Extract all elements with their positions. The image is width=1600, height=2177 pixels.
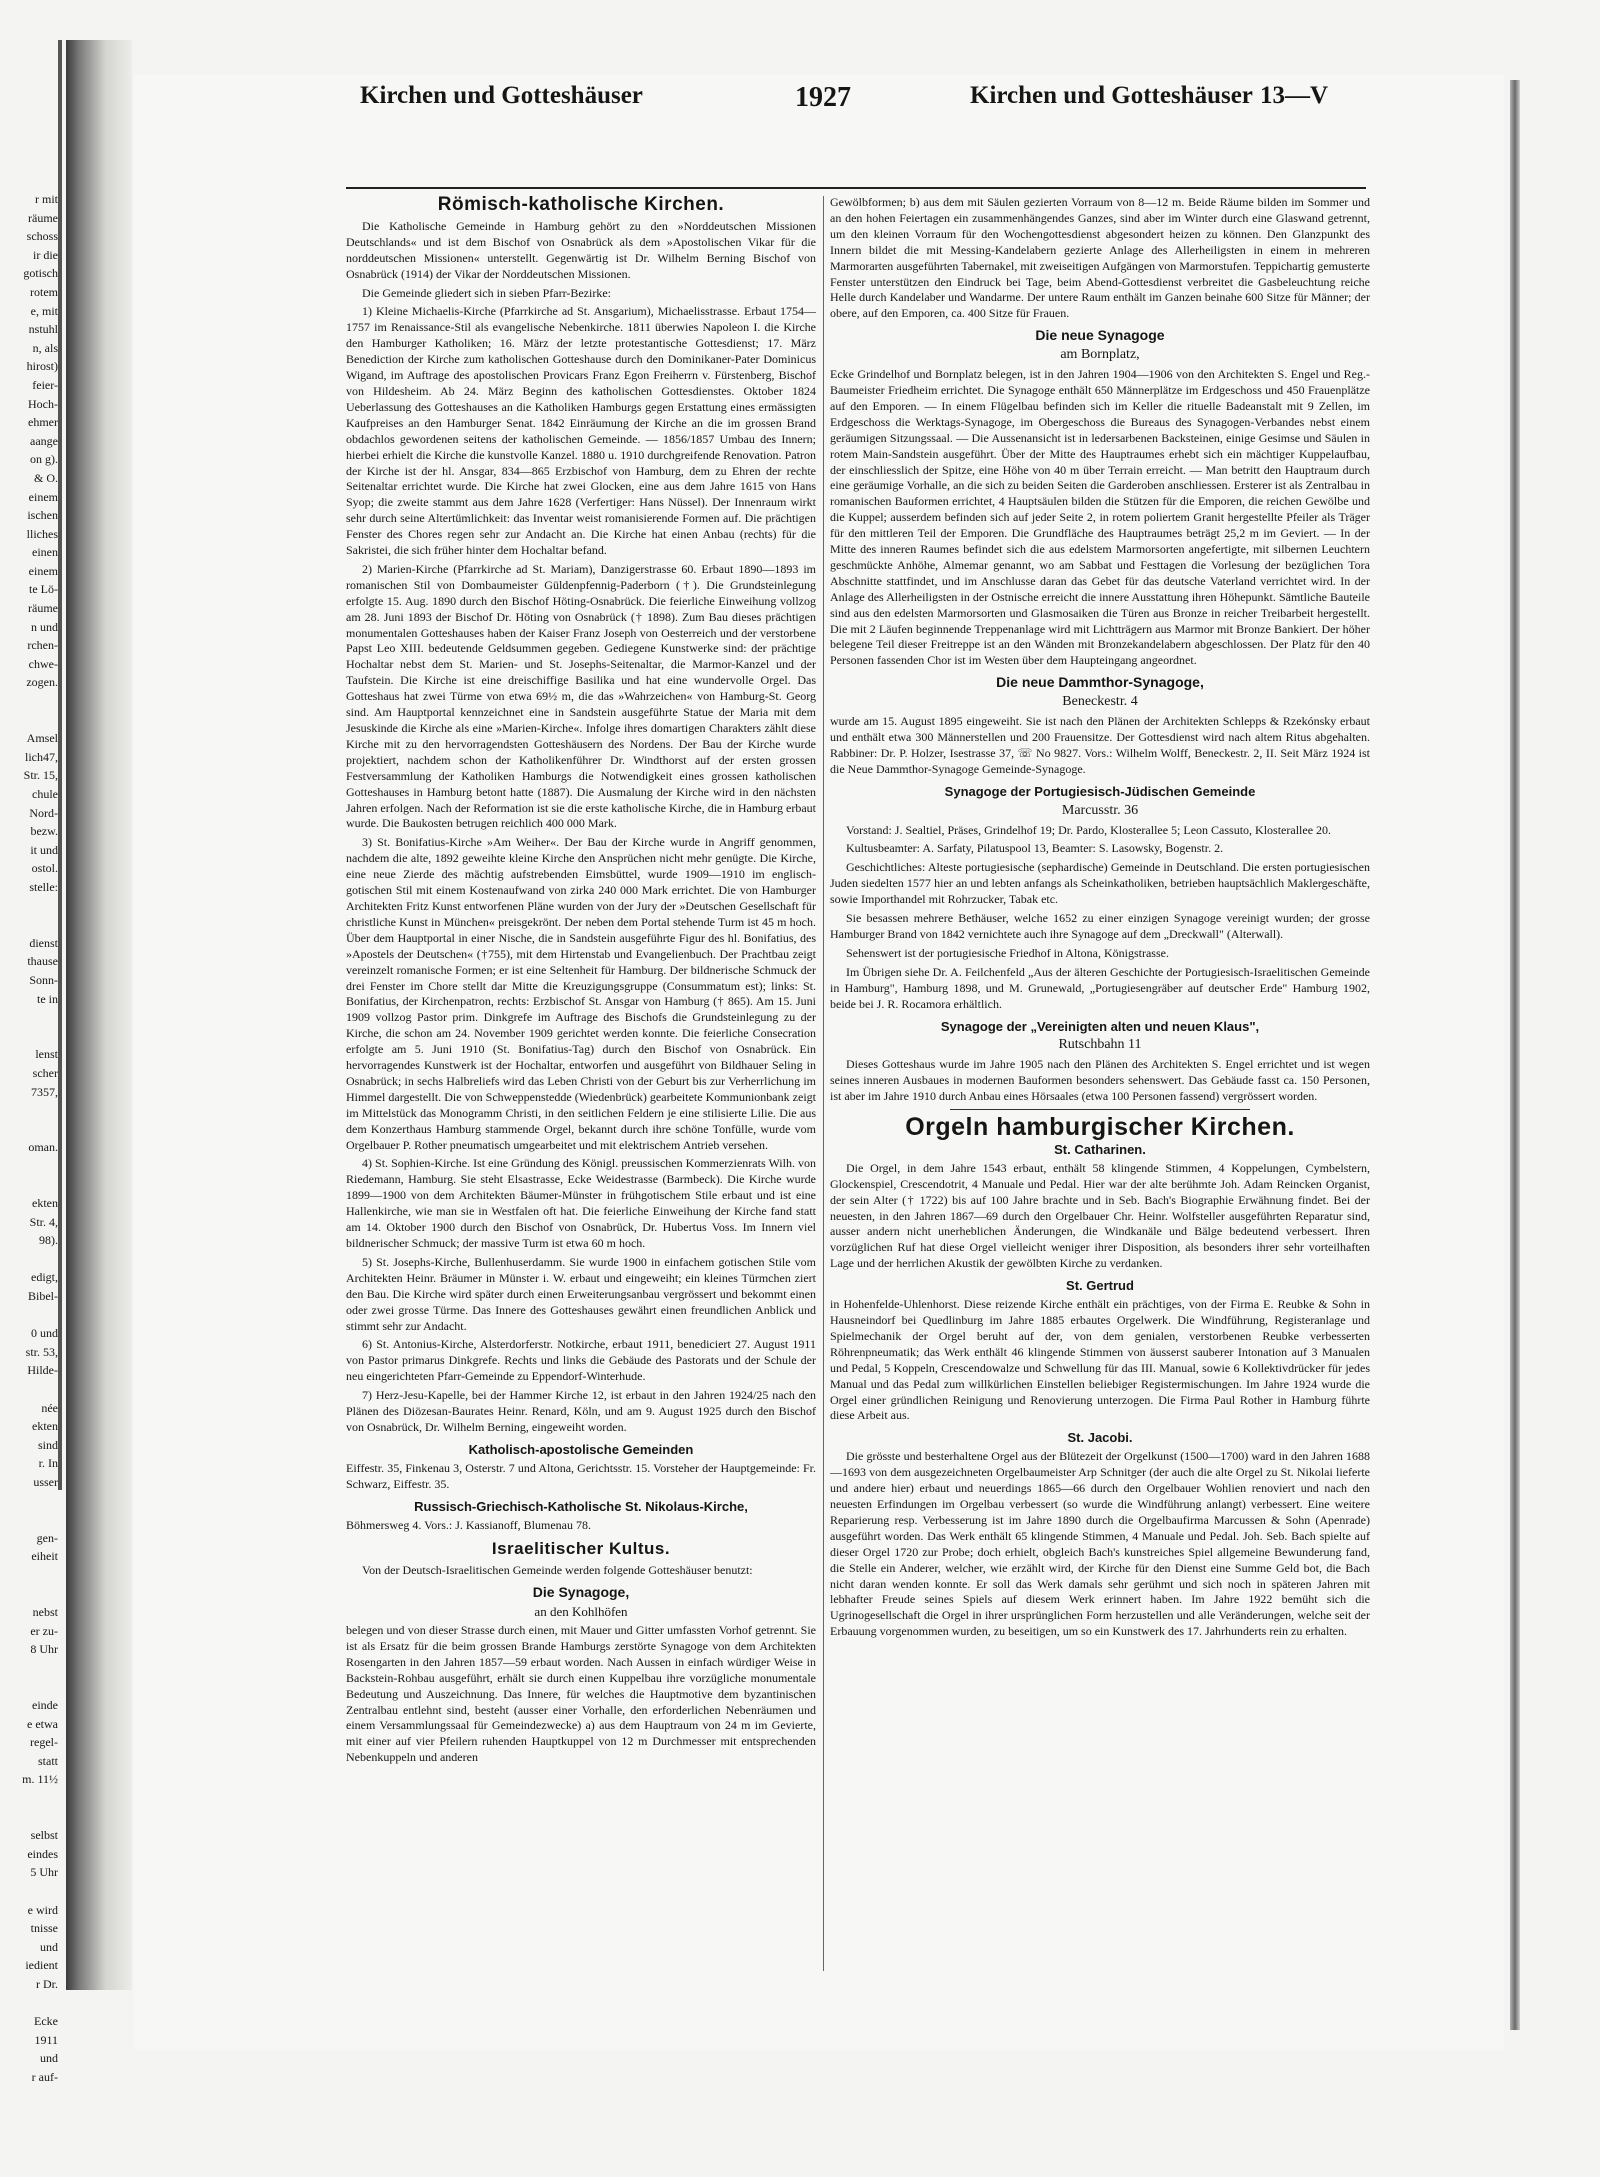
left-edge-fragment: e etwa [27, 1716, 58, 1731]
heading-apostolic: Katholisch-apostolische Gemeinden [468, 1441, 694, 1457]
left-edge-fragment: & O. [34, 470, 58, 485]
paragraph: Eiffestr. 35, Finkenau 3, Osterstr. 7 und Altona, Gerichtsstr. 15. Vorsteher der Hauptgemeinde: Fr. Schwarz, Eiffestr. 35. [346, 1460, 816, 1491]
paragraph: Von der Deutsch-Israelitischen Gemeinde werden folgende Gotteshäuser benutzt: [362, 1563, 753, 1578]
left-edge-fragment: Str. 15, [23, 768, 58, 783]
left-edge-fragment: ekten [32, 1419, 58, 1434]
left-edge-fragment: sind [37, 1437, 58, 1452]
paragraph: in Hohenfelde-Uhlenhorst. Diese reizende Kirche enthält ein prächtiges, von der Firma E. Reubke & Sohn in Hausneindorf bei Quedlinburg im Jahre 1885 erbautes Orgelwerk. Die Windführung, Registeranlage und Spielmechanik der Orgel beruht auf der, von dem genialen, verstorbenen Reubke verbesserten Röhrenpneumatik; das Werk enthält 46 klingende Stimmen von äusserst sauberer Intonation auf 3 Manualen und Pedal, 5 Koppeln, Crescendowalze und Schwellung für das III. Manual, sowie 6 Kollektivdrücker für jedes Manual und das Pedal zum willkürlichen Einstellen beliebiger Registermischungen. Im Jahre 1924 wurde die Orgel einer gründlichen Reinigung und Renovierung unterzogen. Die Firma Paul Rother in Hamburg führte diese Arbeit aus. [830, 1297, 1370, 1423]
running-header [340, 82, 1370, 114]
header-year: 1927 [795, 82, 851, 113]
left-edge-fragment [0, 1027, 58, 1046]
left-edge-fragment [0, 1120, 58, 1139]
left-edge-fragment: hirost) [26, 359, 58, 374]
left-edge-fragment [0, 1789, 58, 1808]
left-edge-fragment: r auf- [31, 2069, 58, 2084]
left-edge-fragment [0, 1492, 58, 1511]
left-edge-fragment: er zu- [30, 1623, 58, 1638]
left-edge-fragment [0, 1175, 58, 1194]
paragraph: Die Katholische Gemeinde in Hamburg gehört zu den »Norddeutschen Missionen Deutschlands« und ist dem Bischof von Osnabrück als dem »Apostolischen Vikar für die norddeutschen Missionen« unterstellt. Gegenwärtig ist Dr. Wilhelm Berning Bischof von Osnabrück (1914) der Vikar der Norddeutschen Missionen. [346, 218, 816, 281]
left-edge-fragment [0, 915, 58, 934]
left-edge-fragment: scher [32, 1065, 58, 1080]
left-edge-fragment [0, 692, 58, 711]
left-edge-fragment: eiheit [31, 1549, 58, 1564]
left-edge-fragment: e, mit [30, 303, 58, 318]
left-edge-fragment: ostol. [31, 861, 58, 876]
left-edge-fragment [0, 711, 58, 730]
left-edge-fragment [0, 1585, 58, 1604]
paragraph: Kultusbeamter: A. Sarfaty, Pilatuspool 13, Beamter: S. Lasowsky, Bogenstr. 2. [846, 841, 1224, 856]
subheading-rutschbahn: Rutschbahn 11 [1058, 1037, 1142, 1053]
left-edge-fragment: dienst [29, 935, 58, 950]
paragraph-antonius: 6) St. Antonius-Kirche, Alsterdorferstr. Notkirche, erbaut 1911, benediciert 27. August 1911 von Pastor primarus Dinkgrefe. Rechts und links die Gebäude des Pastorats und der Schule der neu eingerichteten Pfarr-Gemeinde zu Eppendorf-Winterhude. [346, 1337, 816, 1384]
left-edge-fragment: nstuhl [28, 322, 58, 337]
paragraph-herz-jesu: 7) Herz-Jesu-Kapelle, bei der Hammer Kirche 12, ist erbaut in den Jahren 1924/25 nach den Plänen des Diözesan-Baurates Heinr. Renard, Köln, und am 9. August 1925 durch den Bischof von Osnabrück, Dr. Wilhelm Berning, eingeweiht worden. [346, 1388, 816, 1434]
left-edge-fragment: gotisch [23, 266, 58, 281]
left-edge-fragment: schoss [26, 229, 58, 244]
left-edge-fragment: Sonn- [29, 972, 58, 987]
left-edge-fragment [0, 897, 58, 916]
left-edge-fragment: usser [33, 1474, 58, 1489]
paragraph: wurde am 15. August 1895 eingeweiht. Sie ist nach den Plänen der Architekten Schlepps & Rzekónsky erbaut und enthält etwa 300 Männerstellen und 200 Frauensitze. Der Gottesdienst wird nach altem Ritus abgehalten. Rabbiner: Dr. P. Holzer, Isestrasse 37, ☏ No 9827. Vors.: Wilhelm Wolff, Beneckestr. 2, II. Seit März 1924 ist die Neue Dammthor-Synagoge Gemeinde-Synagoge. [830, 714, 1370, 776]
paragraph-josephs: 5) St. Josephs-Kirche, Bullenhuserdamm. Sie wurde 1900 in einfachem gotischen Stile vom Architekten Heinr. Bräumer in Münster i. W. erbaut und eingeweiht; ein kleines Türmchen ziert den Bau. Die Kirche wird später durch einen Erweiterungsanbau vergrössert und bekommt einen oder zwei grosse Türme. Das Innere des Gotteshauses gewährt einen freundlichen Anblick und stimmt sehr zur Andacht. [346, 1254, 816, 1333]
page-right-edge [1510, 80, 1520, 2030]
heading-catharinen: St. Catharinen. [1054, 1141, 1146, 1157]
left-edge-fragment: Hoch- [28, 396, 58, 411]
left-edge-fragment: tnisse [30, 1921, 58, 1936]
book-spine-shadow [58, 40, 62, 1490]
left-edge-fragment: chwe- [28, 656, 58, 671]
left-edge-fragment: Str. 4, [29, 1214, 58, 1229]
left-edge-fragment: r Dr. [36, 1977, 58, 1991]
left-edge-fragment: zogen. [26, 675, 58, 690]
left-edge-fragment: einem [28, 489, 58, 504]
column-divider [823, 196, 824, 1971]
left-edge-fragment: Ecke [34, 2014, 58, 2029]
left-edge-fragment: n und [31, 619, 58, 634]
left-edge-fragment: née [41, 1400, 58, 1415]
paragraph: Böhmersweg 4. Vors.: J. Kassianoff, Blumenau 78. [346, 1517, 591, 1532]
page-number: 13—V [1260, 82, 1329, 109]
header-right-title: Kirchen und Gotteshäuser [970, 82, 1253, 109]
left-edge-fragment: lich47, [25, 749, 58, 764]
left-edge-fragment: 98). [39, 1233, 58, 1248]
left-edge-fragment: 8 Uhr [30, 1642, 58, 1657]
left-edge-fragment: lliches [26, 526, 58, 541]
header-rule [346, 187, 1366, 189]
left-edge-fragment: statt [38, 1753, 58, 1768]
paragraph-kleine-michaelis: 1) Kleine Michaelis-Kirche (Pfarrkirche ad St. Ansgarium), Michaelisstrasse. Erbaut 1754—1757 im Renaissance-Stil als evangelische Nebenkirche. 1811 überwies Napoleon I. die Kirche den Hamburger Katholiken; 16. März der letzte protestantische Gottesdienst; 17. März Benediction der Kirche zum katholischen Gotteshause durch den Dominikaner-Pater Dominicus Wigand, im Auftrage des apostolischen Provicars Franz Egon Freiherrn v. Fürstenberg, Bischof von Hildesheim. Ab 24. März Beginn des katholischen Gottesdienstes. Oktober 1824 Ueberlassung des Gotteshauses an die Katholiken Hamburgs gegen Erstattung eines ermässigten Kaufpreises an den Hamburger Senat. 1842 Einräumung der Kirche an die im grossen Brand obdachlos gewordenen seitens der katholischen Gemeinde. — 1856/1857 Umbau des Innern; hierbei erhielt die Kirche die kunstvolle Kanzel. 1880 u. 1910 durchgreifende Renovation. Patron der Kirche ist der hl. Ansgar, 834—865 Erzbischof von Hamburg, dem zu Ehren der rechte Seitenaltar errichtet wurde. Die Kirche hat zwei Glocken, eine aus dem Jahre 1615 von Hans Syop; die zweite stammt aus dem Jahre 1628 (Verfertiger: Hans Nüssel). Der Innenraum wirkt sehr durch seine Altertümlichkeit: das Inventar weist romanisierende Formen auf. Die prächtigen Fenster des Chores regen sehr zur Andacht an. Die Kirche hat einen Anbau (rechts) für die Sakristei, die sich früher hinter dem Hochaltar befand. [346, 304, 816, 558]
heading-gertrud: St. Gertrud [1066, 1278, 1134, 1294]
left-edge-fragment: und [40, 2051, 58, 2066]
left-edge-fragment: selbst [30, 1828, 58, 1843]
left-edge-fragment [0, 1101, 58, 1120]
left-edge-fragment: stelle: [29, 879, 58, 894]
left-edge-fragment: rchen- [27, 638, 58, 653]
left-edge-fragment: ekten [32, 1196, 58, 1211]
left-edge-fragment [0, 1808, 58, 1827]
left-edge-fragment: einen [32, 545, 58, 560]
left-edge-fragment: oman. [28, 1140, 58, 1155]
left-column [346, 195, 816, 1769]
section-heading-israelitic: Israelitischer Kultus. [491, 1539, 671, 1559]
left-edge-fragment: feier- [32, 377, 58, 392]
left-edge-fragment: räume [28, 210, 58, 225]
left-edge-fragment [0, 1659, 58, 1678]
left-edge-fragment: eindes [27, 1846, 58, 1861]
left-edge-fragment: einde [32, 1698, 58, 1713]
paragraph: Geschichtliches: Alteste portugiesische (sephardische) Gemeinde in Deutschland. Die ersten portugiesischen Juden siedelten 1577 hier an und lebten anfangs als Scheinkatholiken, betrieben hauptsächlich Maklergeschäfte, sowie Importhandel mit Rohrzucker, Tabak etc. [830, 860, 1370, 907]
left-edge-fragment: m. 11½ [22, 1772, 58, 1787]
left-edge-fragment: bezw. [30, 824, 58, 839]
left-edge-fragment [0, 1250, 58, 1269]
left-edge-fragment [0, 1510, 58, 1529]
left-edge-fragment: thause [27, 954, 58, 969]
paragraph-sophien: 4) St. Sophien-Kirche. Ist eine Gründung des Königl. preussischen Kommerzienrats Wilh. von Riedemann, Hamburg. Sie steht Elsastrasse, Ecke Weidestrasse (Barmbeck). Die Kirche wurde 1899—1900 von dem Architekten Bäumer-Münster in frühgotischem Stile erbaut und ist eine Hallenkirche, wie man sie in Westfalen oft hat. Die feierliche Einweihung der Kirche fand statt am 14. Oktober 1900 durch den Bischof von Osnabrück, Dr. Hubertus Voss. Im Innern viel bildnerischer Schmuck; der massive Turm ist etwa 60 m hoch. [346, 1156, 816, 1250]
left-edge-fragment: edigt, [31, 1270, 58, 1285]
left-edge-fragment: rotem [30, 284, 58, 299]
book-gutter [66, 40, 132, 1990]
left-edge-fragment [0, 1157, 58, 1176]
left-edge-fragment: on g). [30, 452, 58, 467]
paragraph-marien-kirche: 2) Marien-Kirche (Pfarrkirche ad St. Mariam), Danzigerstrasse 60. Erbaut 1890—1893 im romanischen Stil von Dombaumeister Güldenpfennig-Paderborn (†). Die Grundsteinlegung erfolgte 15. Aug. 1890 durch den Bischof Höting-Osnabrück. Die feierliche Einweihung vollzog am 28. Juni 1893 der Bischof Dr. Höting von Osnabrück († 1898). Zum Bau dieses prächtigen monumentalen Gotteshauses haben der Kaiser Franz Joseph von Oesterreich und der verstorbene Papst Leo XIII. bedeutende Geldsummen gegeben. Gediegene Kunstwerke sind: der prächtige Hochaltar nebst dem St. Marien- und St. Josephs-Seitenaltar, die Marmor-Kanzel und der Taufstein. Die Kirche ist eine dreischiffige Basilika und hat eine wundervolle Orgel. Das Gotteshaus hat zwei Türme von etwa 69½ m, die das »Wahrzeichen« von Hamburg-St. Georg sind. Am Hauptportal kennzeichnet eine in Sandstein ausgeführte Statue der Maria mit dem Jesuskinde die Kirche als eine »Marien-Kirche«. Infolge ihres domartigen Charakters zählt diese Kirche mit zu den hervorragendsten Gotteshäusern des Nordens. Der Bau der Kirche wurde projektiert, nachdem schon der Katholikenführer Dr. Windthorst auf der ersten grossen Festversammlung der Katholiken Hamburgs die Notwendigkeit eines grossen katholischen Gotteshauses in Hamburg betont hatte (1887). Die Ausmalung der Kirche wird in den nächsten Jahren erfolgen. Nach der Reformation ist sie die erste katholische Kirche, die in Hamburg erbaut wurde. Die Baukosten betrugen reichlich 400 000 Mark. [346, 561, 816, 831]
left-edge-fragment: ischen [27, 508, 58, 523]
paragraph: Die Gemeinde gliedert sich in sieben Pfarr-Bezirke: [362, 285, 611, 300]
left-edge-fragment: Nord- [29, 805, 58, 820]
divider [950, 1109, 1250, 1110]
left-edge-fragment: aange [30, 433, 58, 448]
paragraph-bonifatius: 3) St. Bonifatius-Kirche »Am Weiher«. Der Bau der Kirche wurde in Angriff genommen, nachdem die alte, 1892 geweihte kleine Kirche den Ansprüchen nicht mehr genügte. Die Kirche, eine neue Zierde des mächtig aufstrebenden Eimsbüttel, wurde 1909—1910 im englisch-gotischen Stil mit einem Kostenaufwand von zirka 240 000 Mark errichtet. Die von Hamburger Architekten Fritz Kunst entworfenen Pläne wurden von der Jury der »Deutschen Gesellschaft für christliche Kunst in München« preisgekrönt. Der neben dem Portal stehende Turm ist 45 m hoch. Über dem Hauptportal in einer Nische, die in Sandstein ausgeführte Figur des hl. Bonifatius, des »Apostels der Deutschen« (†755), mit dem Hirtenstab und Evangelienbuch. Der Prachtbau zeigt vereinzelt romanische Formen; er ist eine Seltenheit für Hamburg. Der bildnerische Schmuck der drei Fenster im Chore stellt dar Mitte die Kreuzigungsgruppe (Consummatum est); links: St. Bonifatius, der Kirchenpatron, rechts: Erzbischof St. Ansgar von Hamburg († 865). Am 15. Juni 1909 vollzog Pastor prim. Dinkgrefe im Auftrage des Bischofs die Grundsteinlegung zu der Kirche, die schon am 24. November 1909 gerichtet werden konnte. Die feierliche Consecration erfolgte am 5. Juni 1910 (St. Bonifatius-Tag) durch den Bischof von Osnabrück. Ein hervorragendes Kunstwerk ist der Hochaltar, entworfen und ausgeführt von Bildhauer Seling in Osnabrück; in sechs Halbreliefs wird das Leben Christi von der Geburt bis zur Verherrlichung im Himmel dargestellt. Die von Schweppenstedde (Wiedenbrück) gearbeitete Kommunionbank zeigt im Mittelstück das Monogramm Christi, in den seitlichen Feldern je eine stilisierte Lilie. Die aus dem Konzerthaus Hamburg stammende Orgel, bekannt durch ihre schöne Tonfülle, wurde vom Orgelbauer P. Rother pneumatisch umgearbeitet und mit elektrischem Antrieb versehen. [346, 835, 816, 1152]
left-edge-fragment: und [40, 1939, 58, 1954]
subheading-marcusstr: Marcusstr. 36 [1061, 802, 1139, 818]
right-column [830, 195, 1370, 1643]
section-heading-roman-catholic: Römisch-katholische Kirchen. [437, 194, 725, 215]
left-edge-fragment [0, 1380, 58, 1399]
heading-portugiesisch: Synagoge der Portugiesisch-Jüdischen Gemeinde [944, 783, 1256, 799]
left-edge-fragment: Bibel- [28, 1289, 58, 1304]
left-edge-fragment: ir die [33, 247, 58, 262]
heading-jacobi: St. Jacobi. [1067, 1430, 1133, 1446]
left-edge-fragment: räume [28, 601, 58, 616]
left-edge-fragment: lenst [35, 1047, 58, 1062]
left-edge-fragment: 0 und [31, 1326, 58, 1341]
left-edge-fragment: regel- [30, 1735, 58, 1750]
left-edge-fragment: einem [28, 563, 58, 578]
header-left-title: Kirchen und Gotteshäuser [360, 82, 643, 109]
left-edge-fragment: gen- [36, 1530, 58, 1545]
left-edge-fragment: Hilde- [27, 1363, 58, 1378]
paragraph: Gewölbformen; b) aus dem mit Säulen gezierten Vorraum von 8—12 m. Beide Räume bilden im Sommer und an den hohen Feiertagen ein zusammenhängendes Ganzes, sind aber im Winter durch eine Glaswand getrennt, um den kleinen Vorraum für den Wochengottesdienst abgesondert heizen zu können. Den Glanzpunkt des Innern bildet die mit Messing-Kandelabern gezierte Anlage des Allerheiligsten in einem in mehreren Marmorarten ausgeführten Tabernakel, mit zweiseitigen Aufgängen von Marmorstufen. Teppichartig gemusterte Fenster unterstützen den Eindruck bei Tage, beim Abend-Gottesdienst verbreitet die Gasbeleuchtung reiche Helle durch Kandelaber und Wandarme. Der untere Raum enthält im Ganzen beinahe 600 Sitze für Männer; der obere, auf den Emporen, ca. 400 Sitze für Frauen. [830, 195, 1370, 321]
left-edge-fragment [0, 1566, 58, 1585]
heading-neue-synagoge: Die neue Synagoge [1035, 327, 1165, 344]
left-edge-fragment: ehmer [28, 415, 58, 430]
heading-russian-orthodox: Russisch-Griechisch-Katholische St. Nikolaus-Kirche, [414, 1498, 748, 1514]
left-edge-fragment [0, 1882, 58, 1901]
paragraph: Vorstand: J. Sealtiel, Präses, Grindelhof 19; Dr. Pardo, Klosterallee 5; Leon Cassuto, Klosterallee 20. [846, 822, 1332, 837]
section-heading-orgeln: Orgeln hamburgischer Kirchen. [905, 1113, 1295, 1142]
left-edge-fragment: nebst [32, 1605, 58, 1620]
paragraph: Die grösste und besterhaltene Orgel aus der Blütezeit der Orgelkunst (1500—1700) ward in den Jahren 1688—1693 von dem ausgezeichneten Orgelbaumeister Arp Schnitger (der auch die alte Orgel zu St. Nikolai lieferte und andere hier) erbaut und neuerdings 1865—66 durch den Orgelbauer Wohlien renoviert und nach den neuesten Erfindungen im Orgelbau verbessert (so wurde die Windführung anlangt) verbessert. Eine weitere Reparierung resp. Verbesserung ist im Jahre 1890 durch die Orgelbaufirma Marcussen & Sohn (Apenrade) ausgeführt worden. Das Werk enthält 65 klingende Stimmen, 4 Manuale und Pedal. Joh. Seb. Bach spielte auf dieser Orgel 1720 zur Probe; doch erhielt, obgleich Bach's kunstreiches Spiel allgemeine Bewunderung fand, die Stelle ein Anderer, welcher, wie erzählt wird, der Kirche für den Dienst eine Summe Geld bot, die Bach nicht daran wenden konnte. Er soll das Werk damals sehr gerühmt und sich noch in späteren Jahren mit lebhafter Freude seines Spiels auf diesem Werk erinnert haben. Im Jahre 1922 bemüht sich die Ugrinogesellschaft die Orgel in ihrer ursprünglichen Form herzustellen und alle Veränderungen, welche seit der Erbauung vorgenommen wurden, zu beseitigen, um so ein Kunstwerk des 17. Jahrhunderts rein zu erhalten. [830, 1449, 1370, 1639]
subheading-kohlhoefen: an den Kohlhöfen [534, 1604, 628, 1620]
left-edge-fragment [0, 1678, 58, 1697]
left-edge-fragment [0, 1994, 58, 2013]
left-edge-fragment: 1911 [34, 2032, 58, 2047]
left-edge-fragment [0, 1008, 58, 1027]
left-edge-fragment: e wird [27, 1902, 58, 1917]
paragraph: Dieses Gotteshaus wurde im Jahre 1905 nach den Plänen des Architekten S. Engel errichtet und ist wegen seines inneren Ausbaues in modernen Bauformen besonders sehenswert. Das Gebäude fasst ca. 150 Personen, ist aber im Jahre 1910 durch Anbau eines Hörsaales (etwa 100 Personen fassend) vergrössert worden. [830, 1057, 1370, 1104]
left-edge-fragment: r. In [38, 1456, 58, 1471]
paragraph: Die Orgel, in dem Jahre 1543 erbaut, enthält 58 klingende Stimmen, 4 Koppelungen, Cymbelstern, Glockenspiel, Crescendotrit, 4 Manuale und Pedal. Hier war der alte berühmte Joh. Adam Reincken Organist, der sein Alter († 1722) bis auf 100 Jahre brachte und in Seb. Bach's Biographie Erwähnung findet. Bei der neuesten, in den Jahren 1867—69 durch den Orgelbauer Chr. Heinr. Wolfsteller ausgeführten Reparatur sind, ausser andern nicht unerheblichen Änderungen, die Windkanäle und Bälge bedeutend verbessert. Ihren vorzüglichen Ruf hat diese Orgel vielleicht weniger ihrer Disposition, als besonders ihrer sehr vorteilhaften Lage und der herrlichen Akustik der gewölbten Kirche zu verdanken. [830, 1160, 1370, 1271]
left-edge-fragment: te in [37, 991, 58, 1006]
left-page-edge-text [0, 190, 58, 2084]
left-edge-fragment: r mit [35, 192, 58, 206]
paragraph: Sehenswert ist der portugiesische Friedhof in Altona, Königstrasse. [846, 945, 1169, 960]
left-edge-fragment: iedient [25, 1958, 58, 1973]
paragraph: Sie besassen mehrere Bethäuser, welche 1652 zu einer einzigen Synagoge vereinigt wurden; der grosse Hamburger Brand von 1842 vernichtete auch ihre Synagoge auf dem „Dreckwall" (Alterwall). [830, 911, 1370, 941]
left-edge-fragment: 7357, [31, 1084, 58, 1099]
left-edge-fragment: it und [30, 842, 58, 857]
heading-synagoge: Die Synagoge, [532, 1584, 630, 1601]
paragraph: Ecke Grindelhof und Bornplatz belegen, ist in den Jahren 1904—1906 von den Architekten S. Engel und Reg.-Baumeister Friedheim errichtet. Die Synagoge enthält 650 Männerplätze im Erdgeschoss und 450 Frauenplätze auf den Emporen. — In einem Flügelbau befinden sich im Keller die rituelle Badeanstalt mit 9 Zellen, im Erdgeschoss die Werktags-Synagoge, im Obergeschoss die Bureaus des Synagogen-Verbandes nebst einem geräumigen Sitzungssaal. — Die Aussenansicht ist in ledersarbenen Backsteinen, einige Gesimse und Säulen in rotem Main-Sandstein ausgeführt. Über der Mitte des Hauptraumes erhebt sich ein mächtiger Kuppelaufbau, der einschliesslich der Spitze, eine Höhe von 40 m über Terrain erreicht. — Man betritt den Hauptraum durch eine geräumige Vorhalle, an die sich zu beiden Seiten die Garderoben anschliessen. Ersterer ist als Zentralbau in romanischen Bauformen errichtet, 4 Hauptsäulen bilden die Stützen für die Emporen, die reichen Gewölbe und die Kuppel; ausserdem befinden sich auf jeder Seite 2, in rotem poliertem Granit hergestellte Pfeiler als Träger für den mittleren Teil der Emporen. Die Grundfläche des Hauptraumes beträgt 25,2 m im Geviert. — In der Mitte des inneren Raumes befindet sich die aus edelstem Marmorsorten angefertigte, mit silbernen Leuchtern geschmückte Anhöhe, Almemar genannt, wo am Sabbat und Festtagen die Vorlesung der bezüglichen Tora Abschnitte stattfindet, und im Anschlusse daran das Gebet für das deutsche Vaterland verrichtet wird. In der Anlage des Allerheiligsten in der Ostnische erreicht die innere Ausstattung ihren Höhepunkt. Sämtliche Bauteile sind aus den edelsten Marmorsorten und Glasmosaiken die Türen aus Bronze in reicher Treibarbeit hergestellt. Die mit 2 Läufen beginnende Treppenanlage wird mit Lichtträgern aus Marmor mit Bronze Bankiert. Der höher belegene Teil dieser Freitreppe ist an den Wänden mit Bronzekandelabern abgeschlossen. Der Platz für den 40 Personen fassenden Chor ist im Westen über dem Haupteingang angeordnet. [830, 367, 1370, 668]
left-edge-fragment: n, als [32, 340, 58, 355]
left-edge-fragment: te Lö- [29, 582, 58, 597]
subheading-bornplatz: am Bornplatz, [1060, 347, 1140, 363]
left-edge-fragment: Amsel [26, 731, 58, 746]
left-edge-fragment: str. 53, [25, 1344, 58, 1359]
paragraph: belegen und von dieser Strasse durch einen, mit Mauer und Gitter umfassten Vorhof getrennt. Sie ist als Ersatz für die beim grossen Brande Hamburgs zerstörte Synagoge von dem Architekten Rosengarten in den Jahren 1857—59 erbaut worden. Nach Aussen in einfach würdiger Weise in Backstein-Rohbau ausgeführt, erhält sie durch einen Kuppelbau ihre vorzügliche monumentale Bedeutung und Auszeichnung. Das Innere, für welches die Hauptmotive dem byzantinischen Zentralbau entlehnt sind, besteht (ausser einer Vorhalle, den erforderlichen Nebenräumen und einem Versammlungssaal für Gemeindezwecke) a) aus dem Hauptraum von 24 m im Gevierte, mit einer auf vier Pfeilern ruhenden Hauptkuppel von 12 m Durchmesser mit entsprechenden Nebenkuppeln und anderen [346, 1623, 816, 1765]
heading-dammthor-synagoge: Die neue Dammthor-Synagoge, [996, 674, 1204, 691]
left-edge-fragment: 5 Uhr [30, 1865, 58, 1880]
heading-klaus: Synagoge der „Vereinigten alten und neuen Klaus", [940, 1018, 1260, 1034]
left-edge-fragment [0, 1306, 58, 1325]
subheading-beneckestr: Beneckestr. 4 [1062, 694, 1138, 710]
left-edge-fragment: chule [32, 787, 58, 801]
paragraph: Im Übrigen siehe Dr. A. Feilchenfeld „Aus der älteren Geschichte der Portugiesisch-Israelitischen Gemeinde in Hamburg", Hamburg 1898, und M. Grunewald, „Portugiesengräber auf deutscher Erde" Hamburg 1902, beide bei J. R. Rocamora erhältlich. [830, 964, 1370, 1011]
